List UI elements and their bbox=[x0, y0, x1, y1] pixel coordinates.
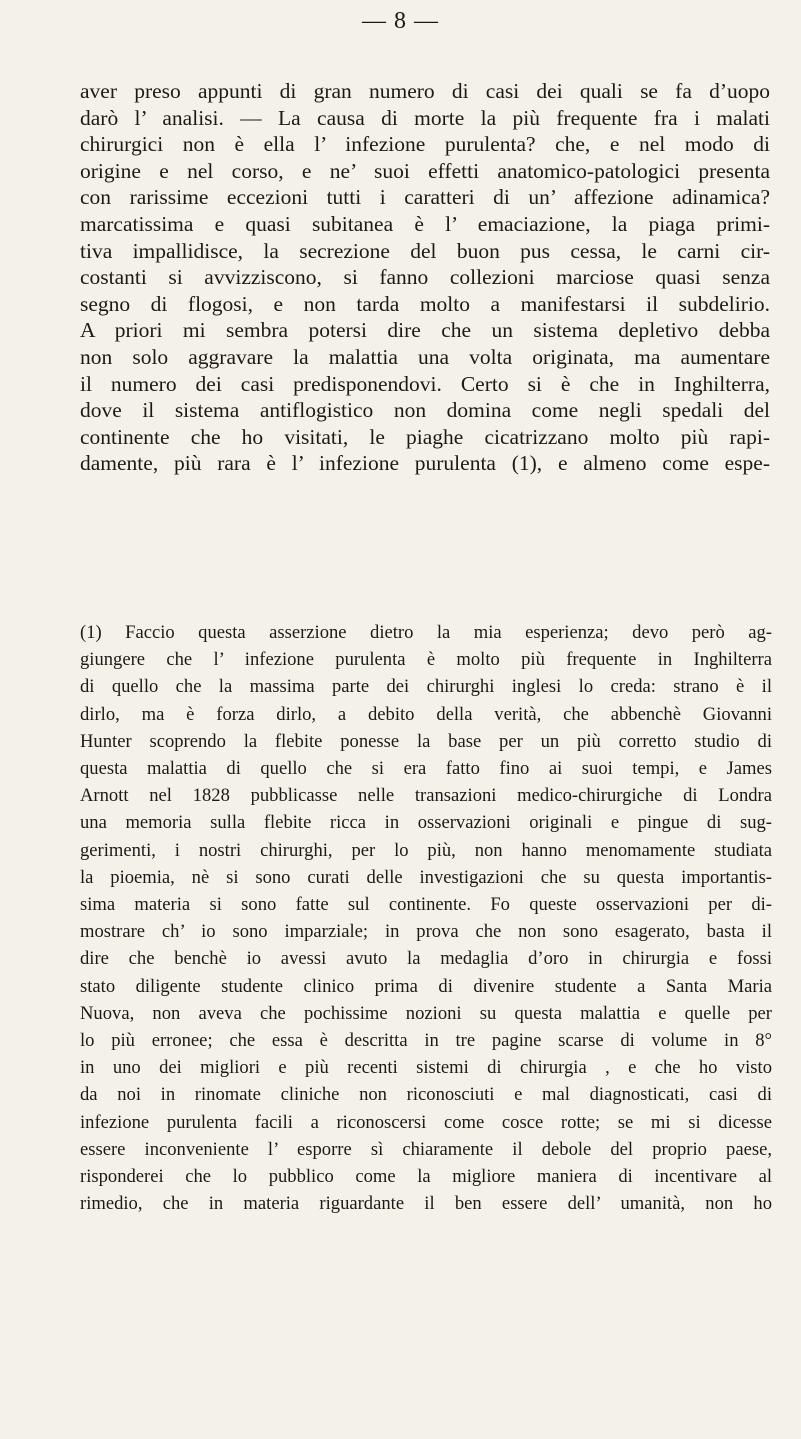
footnote-line: rimedio, che in materia riguardante il ben essere dell’ umanità, non ho bbox=[80, 1193, 772, 1215]
body-line: continente che ho visitati, le piaghe cicatrizzano molto più rapi- bbox=[80, 424, 770, 449]
page-number-header: — 8 — bbox=[362, 8, 439, 34]
body-line: damente, più rara è l’ infezione purulenta (1), e almeno come espe- bbox=[80, 451, 770, 476]
main-text-block bbox=[80, 78, 770, 477]
footnote-line: mostrare ch’ io sono imparziale; in prova che non sono esagerato, basta il bbox=[80, 921, 772, 943]
footnote-line: risponderei che lo pubblico come la migliore maniera di incentivare al bbox=[80, 1166, 772, 1188]
footnote-line: dire che benchè io avessi avuto la medaglia d’oro in chirurgia e fossi bbox=[80, 948, 772, 970]
footnote-line: da noi in rinomate cliniche non riconosciuti e mal diagnosticati, casi di bbox=[80, 1084, 772, 1106]
footnote-line: questa malattia di quello che si era fatto fino ai suoi tempi, e James bbox=[80, 758, 772, 780]
footnote-block bbox=[80, 619, 772, 1217]
footnote-line: sima materia si sono fatte sul continente. Fo queste osservazioni per di- bbox=[80, 894, 772, 916]
footnote-line: la pioemia, nè si sono curati delle investigazioni che su questa importantis- bbox=[80, 866, 772, 888]
footnote-line: dirlo, ma è forza dirlo, a debito della verità, che abbenchè Giovanni bbox=[80, 703, 772, 725]
body-line: costanti si avvizziscono, si fanno collezioni marciose quasi senza bbox=[80, 265, 770, 290]
body-line: aver preso appunti di gran numero di casi dei quali se fa d’uopo bbox=[80, 79, 770, 103]
body-line: origine e nel corso, e ne’ suoi effetti anatomico-patologici presenta bbox=[80, 158, 770, 183]
footnote-line: (1) Faccio questa asserzione dietro la mia esperienza; devo però ag- bbox=[80, 622, 772, 643]
body-line: il numero dei casi predisponendovi. Certo si è che in Inghilterra, bbox=[80, 371, 770, 396]
body-line: non solo aggravare la malattia una volta originata, ma aumentare bbox=[80, 344, 770, 369]
footnote-line: gerimenti, i nostri chirurghi, per lo più, non hanno menomamente studiata bbox=[80, 839, 772, 861]
body-line: darò l’ analisi. — La causa di morte la più frequente fra i malati bbox=[80, 105, 770, 130]
footnote-line: essere inconveniente l’ esporre sì chiaramente il debole del proprio paese, bbox=[80, 1138, 772, 1160]
footnote-line: giungere che l’ infezione purulenta è molto più frequente in Inghilterra bbox=[80, 649, 772, 671]
footnote-line: di quello che la massima parte dei chirurghi inglesi lo creda: strano è il bbox=[80, 676, 772, 698]
body-line: chirurgici non è ella l’ infezione purulenta? che, e nel modo di bbox=[80, 132, 770, 157]
footnote-line: Arnott nel 1828 pubblicasse nelle transazioni medico-chirurgiche di Londra bbox=[80, 785, 772, 807]
body-line: A priori mi sembra potersi dire che un sistema depletivo debba bbox=[80, 318, 770, 343]
footnote-line: Hunter scoprendo la flebite ponesse la base per un più corretto studio di bbox=[80, 730, 772, 752]
footnote-line: lo più erronee; che essa è descritta in tre pagine scarse di volume in 8° bbox=[80, 1030, 772, 1052]
body-line: tiva impallidisce, la secrezione del buon pus cessa, le carni cir- bbox=[80, 238, 770, 263]
body-line: segno di flogosi, e non tarda molto a manifestarsi il subdelirio. bbox=[80, 291, 770, 316]
body-line: marcatissima e quasi subitanea è l’ emaciazione, la piaga primi- bbox=[80, 211, 770, 236]
footnote-line: Nuova, non aveva che pochissime nozioni su questa malattia e quelle per bbox=[80, 1002, 772, 1024]
body-line: con rarissime eccezioni tutti i caratteri di un’ affezione adinamica? bbox=[80, 185, 770, 210]
body-line: dove il sistema antiflogistico non domina come negli spedali del bbox=[80, 398, 770, 423]
footnote-line: stato diligente studente clinico prima di divenire studente a Santa Maria bbox=[80, 975, 772, 997]
footnote-line: infezione purulenta facili a riconoscersi come cosce rotte; se mi si dicesse bbox=[80, 1111, 772, 1133]
footnote-line: in uno dei migliori e più recenti sistemi di chirurgia , e che ho visto bbox=[80, 1057, 772, 1079]
footnote-line: una memoria sulla flebite ricca in osservazioni originali e pingue di sug- bbox=[80, 812, 772, 834]
